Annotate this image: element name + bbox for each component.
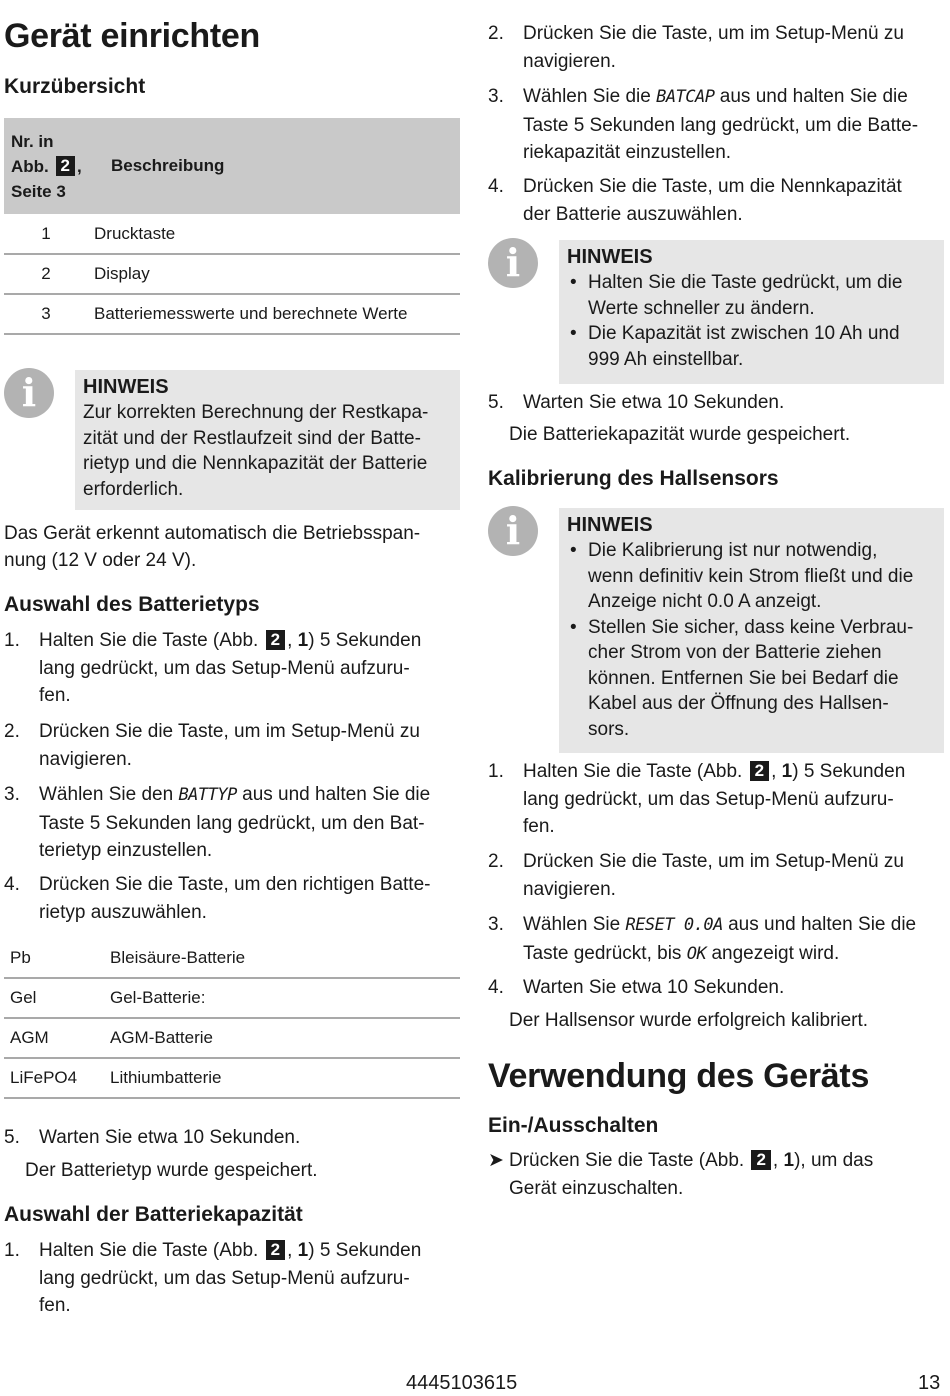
list-item: • Halten Sie die Taste gedrückt, um die Werte schneller zu ändern. [567,270,936,321]
batcap-step-2: 2. Drücken Sie die Taste, um im Setup-Menü zu navigieren. [488,23,904,72]
overview-table-header [4,118,460,214]
figure-badge: 2 [751,1150,770,1170]
table-row: Gel Gel-Batterie: [4,978,460,1018]
list-item: • Die Kalibrierung ist nur notwendig, wenn definitiv kein Strom fließt und die Anzeige nicht 0.0 A anzeigt. [567,538,936,615]
batcap-step-5: 5. Warten Sie etwa 10 Sekunden. [488,392,785,413]
figure-badge: 2 [56,156,75,176]
hall-step-4: 4. Warten Sie etwa 10 Sekunden. [488,977,785,998]
overview-heading: Kurzübersicht [4,75,146,98]
hinweis-list [567,270,936,372]
list-item: • Die Kapazität ist zwischen 10 Ah und 999 Ah einstellbar. [567,321,936,372]
overview-table [4,118,460,335]
battery-type-table [4,938,460,1099]
info-icon: i [4,368,54,418]
header-col-description: Beschreibung [111,156,225,175]
hall-step-1: 1. Halten Sie die Taste (Abb. 2 , 1) 5 Sekunden lang gedrückt, um das Setup-Menü aufzuru- fen. [488,761,906,837]
hinweis-box: HINWEIS Zur korrekten Berechnung der Restkapa- zität und der Restlaufzeit sind der Batte- rietyp und die Nennkapazität der Batterie erforderlich. [75,370,460,510]
document-number: 4445103615 [406,1372,518,1394]
arrow-right-icon: ➤ [488,1150,504,1171]
list-item: • Stellen Sie sicher, dass keine Verbrau- cher Strom von der Batterie ziehen können. Entfernen Sie bei Bedarf die Kabel aus der Öffnung des Hallsen- sors. [567,615,936,743]
header-col-nr: Nr. in Abb. 2 , Seite 3 [11,131,82,201]
figure-badge: 2 [266,630,285,650]
table-row: 1 Drucktaste [4,214,460,254]
display-code: RESET 0.0A [625,915,723,935]
battype-heading: Auswahl des Batterietyps [4,593,260,616]
display-code: OK [686,943,707,964]
hall-step-2: 2. Drücken Sie die Taste, um im Setup-Menü zu navigieren. [488,851,904,900]
hall-heading: Kalibrierung des Hallsensors [488,467,779,490]
overview-table-body [4,214,460,335]
batcap-result: Die Batteriekapazität wurde gespeichert. [509,424,851,445]
display-code: BATCAP [656,87,715,107]
battype-step-3: 3. Wählen Sie den BATTYP aus und halten Sie die Taste 5 Sekunden lang gedrückt, um den Bat- terietyp einzustellen. [4,784,431,861]
display-code: BATTYP [178,785,237,805]
info-icon: i [488,238,538,288]
auto-voltage-text: Das Gerät erkennt automatisch die Betriebsspan- nung (12 V oder 24 V). [4,523,421,571]
table-row: 2 Display [4,254,460,294]
batcap-heading: Auswahl der Batteriekapazität [4,1203,303,1226]
figure-badge: 2 [266,1240,285,1260]
batcap-step-3: 3. Wählen Sie die BATCAP aus und halten Sie die Taste 5 Sekunden lang gedrückt, um die Batte- riekapazität einzustellen. [488,86,919,163]
table-row: LiFePO4 Lithiumbatterie [4,1058,460,1098]
battype-step-4: 4. Drücken Sie die Taste, um den richtigen Batte- rietyp auszuwählen. [4,874,431,923]
page-title: Gerät einrichten [4,17,260,55]
onoff-step: ➤ Drücken Sie die Taste (Abb. 2 , 1), um das Gerät einzuschalten. [488,1147,944,1202]
battype-step-2: 2. Drücken Sie die Taste, um im Setup-Menü zu navigieren. [4,721,420,770]
hinweis-box: HINWEIS • Die Kalibrierung ist nur notwendig, wenn definitiv kein Strom fließt und die Anzeige nicht 0.0 A anzeigt. • Stellen Sie sicher, dass keine Verbrau- cher Strom von der Batterie ziehen können. Entfernen Sie bei Bedarf die Kabel aus der Öffnung des Hallsen- sors. [559,508,944,753]
batcap-step-1: 1. Halten Sie die Taste (Abb. 2 , 1) 5 Sekunden lang gedrückt, um das Setup-Menü aufzuru- fen. [4,1240,422,1316]
hall-result: Der Hallsensor wurde erfolgreich kalibriert. [509,1010,869,1031]
figure-badge: 2 [750,761,769,781]
table-row: AGM AGM-Batterie [4,1018,460,1058]
hinweis-list [567,538,936,742]
table-row: Pb Bleisäure-Batterie [4,938,460,978]
page-number: 13 [918,1372,941,1394]
table-row: 3 Batteriemesswerte und berechnete Werte [4,294,460,334]
battype-step-1: 1. Halten Sie die Taste (Abb. 2 , 1) 5 Sekunden lang gedrückt, um das Setup-Menü aufzuru- fen. [4,630,422,706]
hinweis-box: HINWEIS • Halten Sie die Taste gedrückt, um die Werte schneller zu ändern. • Die Kapazität ist zwischen 10 Ah und 999 Ah einstellbar. [559,240,944,384]
hall-step-3: 3. Wählen Sie RESET 0.0A aus und halten Sie die Taste gedrückt, bis OK angezeigt wird. [488,914,917,964]
battype-step-5: 5. Warten Sie etwa 10 Sekunden. [4,1127,301,1148]
battype-result: Der Batterietyp wurde gespeichert. [25,1160,318,1181]
onoff-heading: Ein-/Ausschalten [488,1114,659,1137]
batcap-step-4: 4. Drücken Sie die Taste, um die Nennkapazität der Batterie auszuwählen. [488,176,902,225]
usage-title: Verwendung des Geräts [488,1057,870,1095]
info-icon: i [488,506,538,556]
